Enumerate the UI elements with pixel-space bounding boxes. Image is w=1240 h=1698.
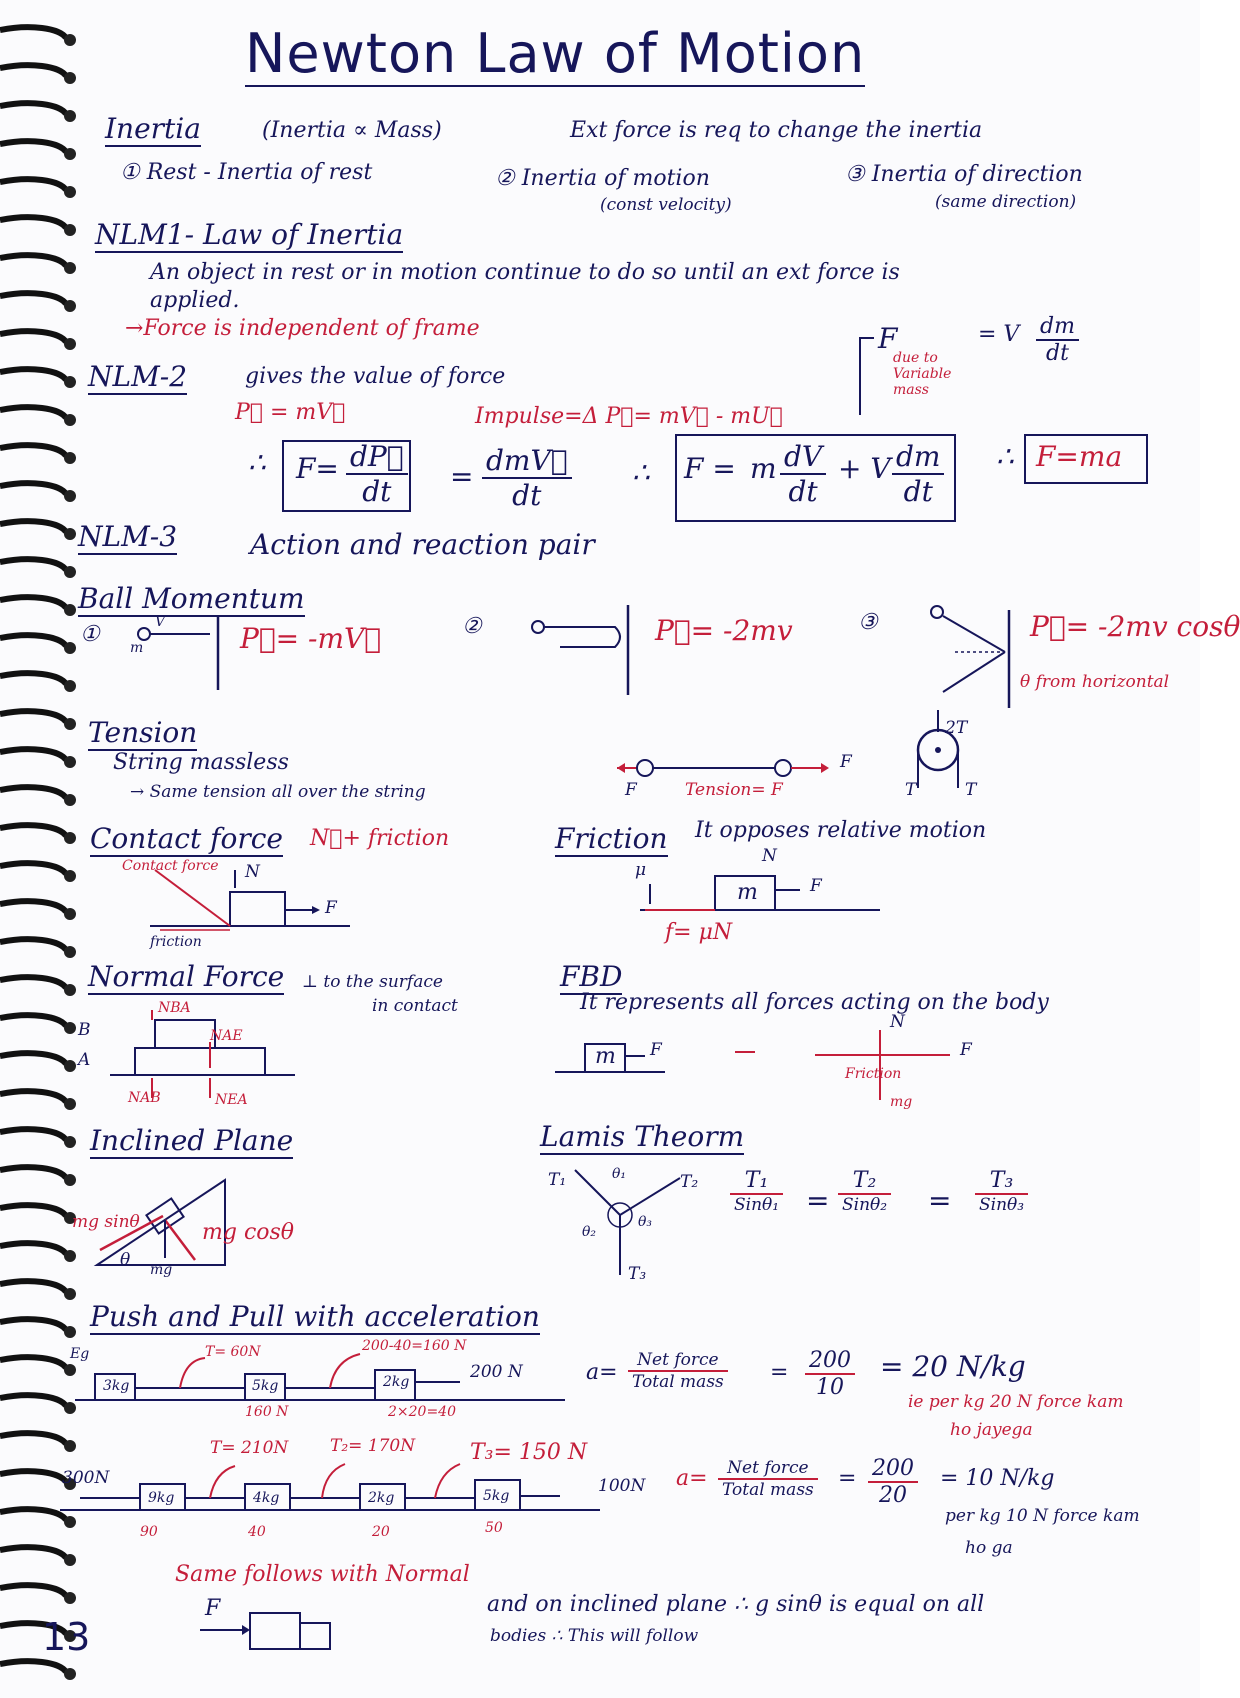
spiral-ring — [0, 483, 66, 494]
spiral-ring — [0, 293, 66, 304]
spiral-ring — [0, 521, 66, 532]
nlm1-line2: applied. — [150, 288, 240, 313]
spiral-ring — [0, 1509, 66, 1520]
spiral-hole — [64, 984, 76, 996]
contact-force-heading: Contact force — [90, 822, 283, 855]
lamis-th1: θ₁ — [612, 1166, 627, 1182]
push-note2: ho jayega — [950, 1420, 1033, 1440]
normal-nab: NAB — [128, 1090, 161, 1106]
normal-force-desc2: in contact — [372, 996, 458, 1016]
lamis-fraction-3: T₃ Sinθ₃ — [975, 1168, 1028, 1215]
inclined-plane-heading: Inclined Plane — [90, 1124, 294, 1157]
spiral-hole — [64, 1668, 76, 1680]
push-m2: 5kg — [252, 1378, 279, 1394]
pull-k2: 4kg — [253, 1490, 280, 1506]
nlm2-desc: gives the value of force — [245, 364, 506, 389]
dmv-fraction: dmV⃗ dt — [482, 444, 572, 512]
spiral-hole — [64, 376, 76, 388]
spiral-ring — [0, 1281, 66, 1292]
push-b2: 2×20=40 — [388, 1404, 456, 1420]
push-a-fraction: Net force Total mass — [628, 1350, 728, 1392]
spiral-ring — [0, 1585, 66, 1596]
spiral-hole — [64, 224, 76, 236]
pull-k4: 5kg — [483, 1488, 510, 1504]
spiral-ring — [0, 749, 66, 760]
spiral-hole — [64, 1060, 76, 1072]
spiral-ring — [0, 977, 66, 988]
variable-mass-label: due to Variable mass — [893, 350, 952, 398]
footer-line1: Same follows with Normal — [175, 1562, 470, 1587]
spiral-ring — [0, 407, 66, 418]
push-a-eq: = — [770, 1360, 789, 1385]
spiral-hole — [64, 1592, 76, 1604]
spiral-ring — [0, 1547, 66, 1558]
pull-right: 100N — [598, 1476, 646, 1496]
pulley-2t: 2T — [945, 718, 968, 738]
nlm3-heading: NLM-3 — [78, 520, 178, 553]
pull-u2: 40 — [248, 1524, 266, 1540]
pull-T3: T₃= 150 N — [470, 1440, 588, 1465]
tension-line2: → Same tension all over the string — [130, 782, 426, 802]
spiral-ring — [0, 179, 66, 190]
ball-case-3-note: θ from horizontal — [1020, 672, 1170, 692]
inertia-note: Ext force is req to change the inertia — [570, 118, 983, 143]
therefore-1: ∴ — [248, 446, 266, 479]
momentum-formula: P⃗ = mV⃗ — [235, 400, 346, 425]
spiral-ring — [0, 27, 66, 38]
pull-a-result: = 10 N/kg — [940, 1466, 1055, 1491]
spiral-ring — [0, 1243, 66, 1254]
force-full-m: m — [750, 452, 777, 485]
ball-case-2: ② — [462, 614, 482, 639]
pull-a-eq: = — [838, 1466, 857, 1491]
lamis-eq-1: = — [806, 1184, 830, 1217]
friction-f: F — [810, 876, 822, 896]
lamis-t3: T₃ — [628, 1264, 647, 1284]
spiral-hole — [64, 72, 76, 84]
spiral-ring — [0, 1433, 66, 1444]
dm-dt-fraction: $\frac{dm}{dt}$ — [892, 440, 944, 508]
spiral-hole — [64, 1136, 76, 1148]
force-full-lhs: F = — [684, 452, 736, 485]
push-t2: 200-40=160 N — [362, 1338, 467, 1354]
inertia-heading: Inertia — [105, 112, 201, 145]
normal-force-heading: Normal Force — [88, 960, 285, 993]
push-m3: 2kg — [383, 1374, 410, 1390]
spiral-ring — [0, 1205, 66, 1216]
normal-force-diagram — [110, 1010, 300, 1100]
spiral-hole — [64, 680, 76, 692]
spiral-ring — [0, 141, 66, 152]
lamis-fraction-1: T₁ Sinθ₁ — [730, 1168, 783, 1215]
ball-momentum-heading: Ball Momentum — [78, 582, 305, 615]
contact-force-label: Contact force — [122, 858, 219, 874]
page-number: 13 — [42, 1615, 91, 1659]
force-rate-fraction: $\frac{dP⃗}{dt}$ — [346, 440, 408, 508]
spiral-ring — [0, 217, 66, 228]
pulley-t-right: T — [965, 780, 977, 800]
spiral-ring — [0, 901, 66, 912]
friction-diagram — [640, 860, 880, 920]
fbd-mg: mg — [890, 1094, 913, 1110]
pull-u4: 50 — [485, 1520, 503, 1536]
spiral-ring — [0, 1167, 66, 1178]
pull-k3: 2kg — [368, 1490, 395, 1506]
spiral-ring — [0, 445, 66, 456]
lamis-eq-2: = — [928, 1184, 952, 1217]
variable-mass-rhs: = V — [978, 322, 1020, 347]
spiral-ring — [0, 673, 66, 684]
incline-sin: mg sinθ — [72, 1212, 140, 1232]
friction-heading: Friction — [555, 822, 668, 855]
inertia-type-direction: ③ Inertia of direction — [845, 162, 1083, 187]
spiral-hole — [64, 1440, 76, 1452]
spiral-hole — [64, 642, 76, 654]
fbd-f2: F — [960, 1040, 972, 1060]
spiral-ring — [0, 863, 66, 874]
page-title: Newton Law of Motion — [245, 22, 866, 85]
nlm1-line3: →Force is independent of frame — [125, 316, 480, 341]
spiral-hole — [64, 1022, 76, 1034]
tension-left-f: F — [625, 780, 637, 800]
spiral-hole — [64, 832, 76, 844]
lamis-th2: θ₂ — [582, 1224, 597, 1240]
nlm1-heading: NLM1- Law of Inertia — [95, 218, 404, 251]
spiral-ring — [0, 939, 66, 950]
push-a-lhs: a= — [586, 1360, 618, 1385]
spiral-ring — [0, 1661, 66, 1672]
spiral-hole — [64, 794, 76, 806]
spiral-ring — [0, 1471, 66, 1482]
tension-heading: Tension — [88, 716, 198, 749]
normal-force-desc: ⊥ to the surface — [302, 972, 443, 992]
push-a-value-fraction: $\frac{200}{10}$ — [805, 1348, 855, 1400]
lamis-fraction-2: T₂ Sinθ₂ — [838, 1168, 891, 1215]
spiral-hole — [64, 566, 76, 578]
push-note1: ie per kg 20 N force kam — [908, 1392, 1124, 1412]
pull-left: 300N — [62, 1468, 110, 1488]
footer-line2: and on inclined plane ∴ g sinθ is equal on all — [487, 1592, 985, 1617]
equals-1: = — [450, 460, 474, 493]
spiral-binding — [0, 0, 90, 1698]
spiral-ring — [0, 635, 66, 646]
spiral-hole — [64, 452, 76, 464]
pull-a-lhs: a= — [676, 1466, 708, 1491]
fbd-f: F — [650, 1040, 662, 1060]
contact-friction: friction — [150, 934, 202, 950]
spiral-ring — [0, 1015, 66, 1026]
inertia-direction-sub: (same direction) — [935, 192, 1077, 212]
incline-mg: mg — [150, 1262, 173, 1278]
incline-cos: mg cosθ — [202, 1220, 295, 1245]
push-f: 200 N — [470, 1362, 523, 1382]
spiral-hole — [64, 870, 76, 882]
ball-case-1-result: P⃗= -mV⃗ — [240, 622, 382, 655]
spiral-ring — [0, 65, 66, 76]
spiral-ring — [0, 1091, 66, 1102]
friction-m: m — [737, 880, 758, 905]
normal-nae: NAE — [210, 1028, 243, 1044]
force-rate-lhs: F= — [296, 452, 339, 485]
pull-T1: T= 210N — [210, 1438, 289, 1458]
pulley-diagram — [900, 710, 980, 790]
impulse-formula: Impulse=Δ P⃗= mV⃗ - mU⃗ — [475, 404, 783, 429]
spiral-ring — [0, 255, 66, 266]
fbd-desc: It represents all forces acting on the body — [580, 990, 1049, 1015]
ball-case-1: ① — [80, 622, 100, 647]
friction-n: N — [762, 846, 777, 866]
spiral-ring — [0, 331, 66, 342]
lamis-t2: T₂ — [680, 1172, 699, 1192]
incline-theta: θ — [120, 1250, 131, 1270]
ball-case-3-diagram — [925, 600, 1025, 710]
spiral-hole — [64, 1174, 76, 1186]
fbd-n: N — [890, 1012, 905, 1032]
nlm2-heading: NLM-2 — [88, 360, 188, 393]
contact-f: F — [325, 898, 337, 918]
spiral-ring — [0, 1129, 66, 1140]
therefore-3: ∴ — [996, 440, 1014, 473]
spiral-hole — [64, 718, 76, 730]
spiral-hole — [64, 262, 76, 274]
spiral-hole — [64, 338, 76, 350]
spiral-hole — [64, 186, 76, 198]
ball-case-2-result: P⃗= -2mv — [655, 614, 793, 647]
pull-T2: T₂= 170N — [330, 1436, 416, 1456]
spiral-hole — [64, 34, 76, 46]
footer-diagram — [200, 1605, 360, 1655]
inertia-relation: (Inertia ∝ Mass) — [262, 118, 442, 143]
pull-u3: 20 — [372, 1524, 390, 1540]
ball-1-v: V — [155, 614, 166, 630]
fbd-heading: FBD — [560, 960, 623, 993]
ball-case-3: ③ — [858, 610, 878, 635]
pull-note3: per kg 10 N force kam — [945, 1506, 1140, 1526]
inertia-motion-sub: (const velocity) — [600, 195, 732, 215]
spiral-hole — [64, 1554, 76, 1566]
pull-a-value-fraction: $\frac{200}{20}$ — [868, 1456, 918, 1508]
spiral-ring — [0, 787, 66, 798]
nlm1-line1: An object in rest or in motion continue to do so until an ext force is — [150, 260, 900, 285]
fbd-friction: Friction — [845, 1066, 902, 1082]
spiral-hole — [64, 528, 76, 540]
push-eg: Eg — [70, 1346, 90, 1362]
spiral-hole — [64, 946, 76, 958]
spiral-hole — [64, 1288, 76, 1300]
footer-f: F — [205, 1596, 221, 1621]
spiral-ring — [0, 559, 66, 570]
force-full-plus: + V — [838, 452, 891, 485]
normal-nea: NEA — [215, 1092, 248, 1108]
fma-formula: F=ma — [1036, 440, 1123, 473]
fbd-m: m — [595, 1044, 616, 1069]
spiral-ring — [0, 597, 66, 608]
pull-k1: 9kg — [148, 1490, 175, 1506]
tension-right-f: F — [840, 752, 852, 772]
normal-b: B — [78, 1020, 91, 1040]
push-t1: T= 60N — [205, 1344, 261, 1360]
ball-1-m: m — [130, 640, 144, 656]
spiral-hole — [64, 110, 76, 122]
normal-nba: NBA — [158, 1000, 191, 1016]
therefore-2: ∴ — [632, 456, 650, 489]
spiral-hole — [64, 1098, 76, 1110]
inertia-type-rest: ① Rest - Inertia of rest — [120, 160, 373, 185]
spiral-hole — [64, 1250, 76, 1262]
variable-mass-fraction: $\frac{dm}{dt}$ — [1036, 314, 1079, 366]
spiral-ring — [0, 1319, 66, 1330]
spiral-hole — [64, 756, 76, 768]
spiral-ring — [0, 711, 66, 722]
ball-case-2-diagram — [520, 605, 640, 695]
lamis-heading: Lamis Theorm — [540, 1120, 745, 1153]
push-b1: 160 N — [245, 1404, 289, 1420]
inertia-type-motion: ② Inertia of motion — [495, 166, 710, 191]
push-a-result: = 20 N/kg — [880, 1350, 1026, 1383]
nlm3-desc: Action and reaction pair — [250, 528, 595, 561]
ball-case-1-diagram — [130, 610, 250, 690]
spiral-hole — [64, 414, 76, 426]
spiral-hole — [64, 908, 76, 920]
spiral-ring — [0, 1053, 66, 1064]
push-m1: 3kg — [103, 1378, 130, 1394]
push-pull-diagram-2 — [60, 1470, 600, 1530]
lamis-t1: T₁ — [548, 1170, 567, 1190]
spiral-ring — [0, 103, 66, 114]
tension-line1: String massless — [113, 750, 289, 775]
lamis-th3: θ₃ — [638, 1214, 653, 1230]
variable-mass-f: F — [878, 322, 898, 355]
spiral-ring — [0, 1395, 66, 1406]
pulley-t-left: T — [905, 780, 917, 800]
tension-label: Tension= F — [685, 780, 783, 800]
spiral-hole — [64, 1326, 76, 1338]
spiral-ring — [0, 1357, 66, 1368]
ball-case-3-result: P⃗= -2mv cosθ — [1030, 610, 1240, 643]
friction-desc: It opposes relative motion — [695, 818, 987, 843]
contact-force-eq: N⃗+ friction — [310, 826, 450, 851]
dv-dt-fraction: $\frac{dV}{dt}$ — [780, 440, 826, 508]
spiral-hole — [64, 300, 76, 312]
pull-u1: 90 — [140, 1524, 158, 1540]
friction-formula: f= μN — [665, 920, 733, 945]
pull-note4: ho ga — [965, 1538, 1013, 1558]
pull-a-fraction: Net force Total mass — [718, 1458, 818, 1500]
spiral-hole — [64, 490, 76, 502]
friction-mu: μ — [635, 860, 647, 880]
push-pull-heading: Push and Pull with acceleration — [90, 1300, 540, 1333]
variable-mass-bracket — [850, 330, 880, 420]
normal-a: A — [78, 1050, 91, 1070]
contact-n: N — [245, 862, 260, 882]
footer-line3: bodies ∴ This will follow — [490, 1626, 699, 1646]
spiral-ring — [0, 825, 66, 836]
spiral-hole — [64, 604, 76, 616]
spiral-ring — [0, 369, 66, 380]
spiral-hole — [64, 148, 76, 160]
